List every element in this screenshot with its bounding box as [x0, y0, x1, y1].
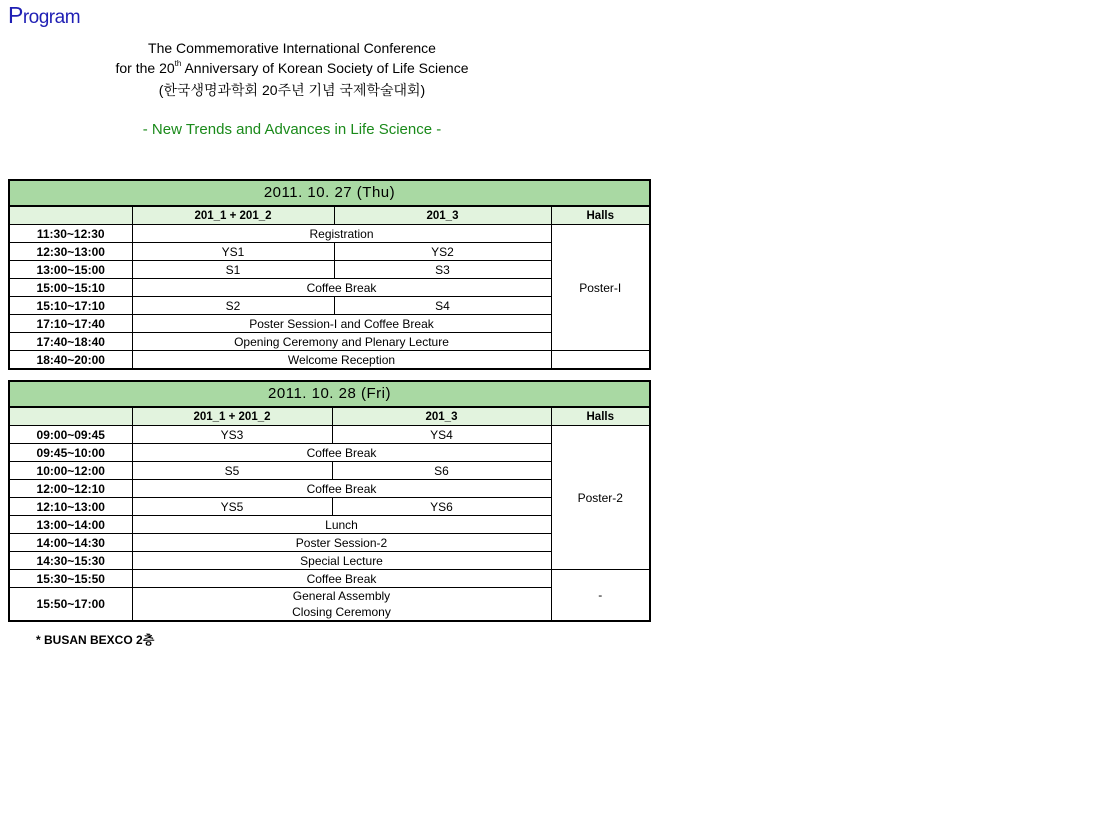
venue-footnote: * BUSAN BEXCO 2층: [36, 633, 155, 647]
session-line: Closing Ceremony: [292, 605, 391, 619]
time-cell: 17:10~17:40: [9, 315, 132, 333]
session-cell: YS3: [132, 426, 332, 444]
table-row: [9, 570, 650, 588]
hall-cell: -: [551, 570, 650, 622]
conference-subtitle: - New Trends and Advances in Life Science -: [142, 121, 442, 138]
session-cell: Poster Session-2: [132, 534, 551, 552]
time-cell: 09:00~09:45: [9, 426, 132, 444]
time-cell: 12:00~12:10: [9, 480, 132, 498]
time-cell: 15:50~17:00: [9, 588, 132, 622]
session-cell: S1: [132, 261, 334, 279]
header-time: [9, 206, 132, 225]
session-cell: S5: [132, 462, 332, 480]
conference-title-korean: (한국생명과학회 20주년 기념 국제학술대회): [158, 82, 426, 98]
header-room-b: 201_3: [334, 206, 551, 225]
session-cell: Welcome Reception: [132, 351, 551, 370]
time-cell: 17:40~18:40: [9, 333, 132, 351]
time-cell: 15:00~15:10: [9, 279, 132, 297]
hall-cell: Poster-2: [551, 426, 650, 570]
session-cell: S2: [132, 297, 334, 315]
day2-date-header: 2011. 10. 28 (Fri): [9, 381, 650, 407]
session-cell: Poster Session-I and Coffee Break: [132, 315, 551, 333]
session-cell: Coffee Break: [132, 444, 551, 462]
hall-cell: Poster-I: [551, 225, 650, 351]
time-cell: 18:40~20:00: [9, 351, 132, 370]
day1-date-header: 2011. 10. 27 (Thu): [9, 180, 650, 206]
session-cell: Registration: [132, 225, 551, 243]
hall-cell: [551, 351, 650, 370]
conference-title-line2: for the 20th Anniversary of Korean Society of Life Science: [115, 59, 469, 76]
session-cell: S4: [334, 297, 551, 315]
time-cell: 14:00~14:30: [9, 534, 132, 552]
header-room-a: 201_1 + 201_2: [132, 206, 334, 225]
header-time: [9, 407, 132, 426]
session-cell: S6: [332, 462, 551, 480]
page-title: Program: [8, 2, 81, 28]
header-halls: Halls: [551, 206, 650, 225]
time-cell: 13:00~14:00: [9, 516, 132, 534]
header-room-a: 201_1 + 201_2: [132, 407, 332, 426]
session-cell: Lunch: [132, 516, 551, 534]
day2-schedule-table: [8, 380, 651, 622]
session-cell: S3: [334, 261, 551, 279]
session-cell: YS5: [132, 498, 332, 516]
table-row: [9, 225, 650, 243]
time-cell: 13:00~15:00: [9, 261, 132, 279]
session-line: General Assembly: [292, 589, 391, 603]
time-cell: 15:10~17:10: [9, 297, 132, 315]
session-cell: Opening Ceremony and Plenary Lecture: [132, 333, 551, 351]
table-row: [9, 426, 650, 444]
time-cell: 12:30~13:00: [9, 243, 132, 261]
time-cell: 09:45~10:00: [9, 444, 132, 462]
time-cell: 11:30~12:30: [9, 225, 132, 243]
session-cell: Special Lecture: [132, 552, 551, 570]
session-cell: Coffee Break: [132, 570, 551, 588]
time-cell: 12:10~13:00: [9, 498, 132, 516]
session-cell: Coffee Break: [132, 480, 551, 498]
header-halls: Halls: [551, 407, 650, 426]
session-cell: YS1: [132, 243, 334, 261]
conference-title-line1: The Commemorative International Conference: [148, 40, 436, 56]
table-row: [9, 351, 650, 370]
session-cell: Coffee Break: [132, 279, 551, 297]
header-room-b: 201_3: [332, 407, 551, 426]
time-cell: 14:30~15:30: [9, 552, 132, 570]
time-cell: 10:00~12:00: [9, 462, 132, 480]
session-cell: [132, 588, 551, 622]
session-cell: YS2: [334, 243, 551, 261]
time-cell: 15:30~15:50: [9, 570, 132, 588]
session-cell: YS6: [332, 498, 551, 516]
session-cell: YS4: [332, 426, 551, 444]
day1-schedule-table: [8, 179, 651, 370]
